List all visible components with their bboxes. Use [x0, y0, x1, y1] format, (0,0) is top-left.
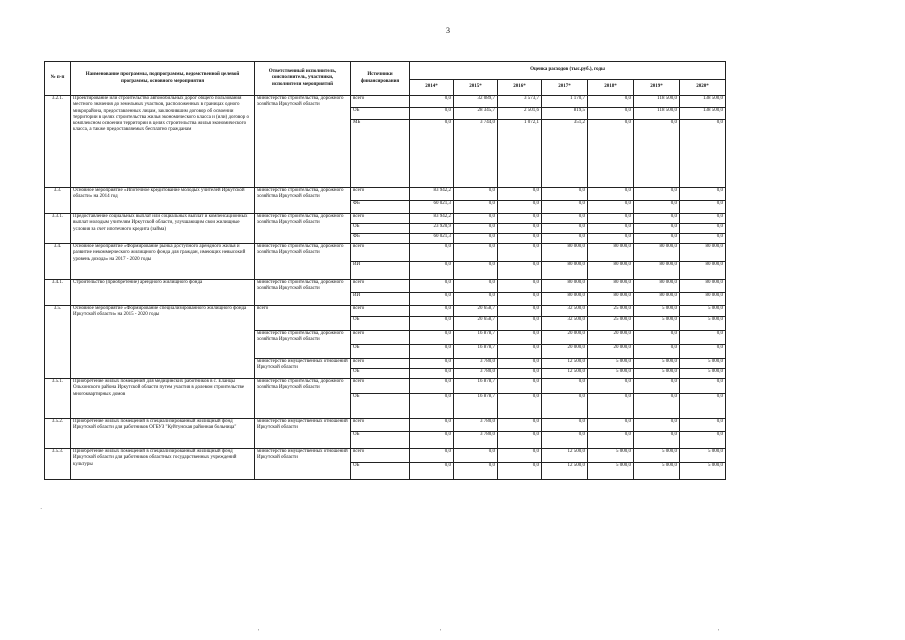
- row-value: 0,0: [542, 432, 588, 449]
- row-source: ОБ: [351, 345, 410, 359]
- table-row: [45, 419, 726, 432]
- row-value: 80 000,0: [588, 244, 634, 262]
- row-value: 12 500,0: [542, 369, 588, 379]
- row-value: 0,0: [454, 449, 498, 463]
- row-value: 25 000,0: [588, 317, 634, 331]
- row-value: 0,0: [498, 317, 542, 331]
- row-value: 20 658,7: [454, 317, 498, 331]
- row-value: 80 000,0: [634, 244, 680, 262]
- row-value: 0,0: [498, 369, 542, 379]
- row-number: 3.4.1.: [45, 280, 71, 306]
- row-value: 5 000,0: [634, 369, 680, 379]
- row-value: 0,0: [542, 419, 588, 432]
- row-name: Приобретение жилых помещений в специализированный жилищный фонд Иркутской области для работников ОГБУЗ "Куйтунская районная больница": [71, 419, 255, 449]
- row-value: 0,0: [454, 262, 498, 280]
- row-value: 3 780,0: [454, 359, 498, 369]
- header-num: № п-п: [45, 62, 71, 96]
- row-value: 80 000,0: [680, 280, 726, 293]
- row-source: ФБ: [351, 201, 410, 214]
- row-value: 23 920,9: [410, 224, 454, 234]
- row-source: всего: [351, 331, 410, 345]
- row-value: 0,0: [634, 331, 680, 345]
- table-row: [45, 449, 726, 463]
- row-value: 0,0: [410, 96, 454, 108]
- row-value: 0,0: [588, 379, 634, 394]
- header-year: 2014*: [410, 80, 454, 96]
- row-source: ОБ: [351, 317, 410, 331]
- header-year: 2020*: [680, 80, 726, 96]
- row-value: 5 000,0: [588, 359, 634, 369]
- row-executor: министерство строительства, дорожного хозяйства Иркутской области: [255, 331, 351, 359]
- row-source: всего: [351, 96, 410, 108]
- table-row: [45, 214, 726, 224]
- row-source: всего: [351, 379, 410, 394]
- row-executor: министерство строительства, дорожного хозяйства Иркутской области: [255, 188, 351, 214]
- row-value: 60 021,3: [410, 201, 454, 214]
- row-value: 0,0: [680, 234, 726, 244]
- row-value: 60 021,3: [410, 234, 454, 244]
- row-value: 5 000,0: [634, 463, 680, 480]
- row-value: 20 658,7: [454, 306, 498, 317]
- row-source: ИИ: [351, 262, 410, 280]
- row-value: 0,0: [634, 214, 680, 224]
- row-value: 0,0: [588, 96, 634, 108]
- row-value: 0,0: [588, 188, 634, 201]
- row-value: 5 000,0: [634, 317, 680, 331]
- row-value: 3 780,0: [454, 369, 498, 379]
- row-value: 5 000,0: [680, 306, 726, 317]
- row-value: 0,0: [498, 419, 542, 432]
- row-value: 118 500,0: [634, 108, 680, 120]
- row-value: 0,0: [410, 345, 454, 359]
- row-number: 3.5.2.: [45, 419, 71, 449]
- table-row: [45, 379, 726, 394]
- scan-speck: ': [440, 628, 442, 636]
- row-value: 0,0: [588, 108, 634, 120]
- row-source: всего: [351, 280, 410, 293]
- row-value: 80 000,0: [634, 293, 680, 306]
- scan-speck: ': [718, 628, 720, 636]
- row-value: 5 000,0: [588, 449, 634, 463]
- row-value: 0,0: [410, 317, 454, 331]
- row-source: МБ: [351, 120, 410, 188]
- row-value: 0,0: [410, 379, 454, 394]
- row-value: 351,2: [542, 120, 588, 188]
- header-year: 2017*: [542, 80, 588, 96]
- header-estimate: Оценка расходов (тыс.руб.), годы: [410, 62, 726, 80]
- row-value: 20 000,0: [542, 331, 588, 345]
- row-value: 0,0: [410, 280, 454, 293]
- row-value: 0,0: [634, 379, 680, 394]
- row-value: 0,0: [410, 293, 454, 306]
- row-value: 0,0: [680, 201, 726, 214]
- row-value: 0,0: [498, 331, 542, 345]
- row-value: 3 780,0: [454, 419, 498, 432]
- row-value: 80 000,0: [588, 262, 634, 280]
- row-value: 0,0: [634, 120, 680, 188]
- row-value: 0,0: [588, 120, 634, 188]
- row-value: 83 942,2: [410, 188, 454, 201]
- row-value: 80 000,0: [634, 262, 680, 280]
- row-value: 118 500,0: [634, 96, 680, 108]
- row-value: 5 000,0: [588, 369, 634, 379]
- row-source: всего: [351, 419, 410, 432]
- row-value: 0,0: [410, 306, 454, 317]
- row-number: 3.5.3.: [45, 449, 71, 480]
- row-value: 0,0: [680, 188, 726, 201]
- row-value: 0,0: [498, 244, 542, 262]
- scan-speck: ': [258, 628, 260, 636]
- row-value: 1 170,7: [542, 96, 588, 108]
- row-value: 5 000,0: [680, 449, 726, 463]
- budget-table: [44, 61, 726, 480]
- row-value: 12 500,0: [542, 359, 588, 369]
- row-value: 5 000,0: [680, 359, 726, 369]
- row-value: 0,0: [588, 214, 634, 224]
- row-value: 0,0: [680, 432, 726, 449]
- row-value: 0,0: [410, 419, 454, 432]
- row-name: Приобретение жилых помещений для медицинских работников в с. Еланцы Ольхонского района Иркутской области путем участия в долевом строительстве многоквартирных домов: [71, 379, 255, 419]
- row-value: 0,0: [498, 224, 542, 234]
- row-value: 3 573,7: [498, 96, 542, 108]
- row-source: всего: [351, 244, 410, 262]
- row-value: 16 878,7: [454, 379, 498, 394]
- header-year: 2015*: [454, 80, 498, 96]
- table-row: [45, 306, 726, 317]
- row-value: 138 500,0: [680, 108, 726, 120]
- row-source: ОБ: [351, 369, 410, 379]
- row-value: 0,0: [680, 224, 726, 234]
- table-row: [45, 96, 726, 108]
- row-value: 0,0: [498, 214, 542, 224]
- row-value: 0,0: [634, 419, 680, 432]
- row-value: 80 000,0: [680, 262, 726, 280]
- row-source: всего: [351, 306, 410, 317]
- row-value: 80 000,0: [542, 293, 588, 306]
- row-name: Основное мероприятие «Формирование специализированного жилищного фонда Иркутской области» на 2015 - 2020 годы: [71, 306, 255, 379]
- row-value: 5 000,0: [680, 463, 726, 480]
- row-source: всего: [351, 359, 410, 369]
- row-name: Строительство (приобретение) арендного жилищного фонда: [71, 280, 255, 306]
- row-value: 0,0: [454, 244, 498, 262]
- row-value: 0,0: [542, 394, 588, 419]
- row-value: 0,0: [542, 379, 588, 394]
- row-value: 12 500,0: [542, 463, 588, 480]
- row-value: 0,0: [454, 214, 498, 224]
- row-value: 0,0: [680, 345, 726, 359]
- row-value: 0,0: [634, 394, 680, 419]
- row-source: ОБ: [351, 108, 410, 120]
- row-name: Проектирование или строительство автомобильных дорог общего пользования местного значения до земельных участков, расположенных в границах одного микрорайона, предоставленных лицам, заключившим договор об освоении территории в целях строительства жилья экономического класса и (или) договор о комплексном освоении территории в целях строительства жилья экономического класса, а также предоставляемых бесплатно гражданам: [71, 96, 255, 188]
- row-value: 0,0: [634, 224, 680, 234]
- row-executor: всего: [255, 306, 351, 331]
- row-value: 0,0: [498, 188, 542, 201]
- row-value: 0,0: [498, 345, 542, 359]
- row-value: 0,0: [498, 449, 542, 463]
- row-value: 0,0: [498, 394, 542, 419]
- row-value: 0,0: [410, 108, 454, 120]
- row-value: 1 072,1: [498, 120, 542, 188]
- row-number: 3.2.1.: [45, 96, 71, 188]
- row-name: Приобретение жилых помещений в специализированный жилищный фонд Иркутской области для работников областных государственных учреждений культуры: [71, 449, 255, 480]
- row-executor: министерство имущественных отношений Иркутской области: [255, 359, 351, 379]
- row-value: 0,0: [680, 214, 726, 224]
- row-value: 5 000,0: [634, 449, 680, 463]
- row-value: 5 000,0: [634, 306, 680, 317]
- row-value: 2 501,6: [498, 108, 542, 120]
- row-value: 0,0: [680, 394, 726, 419]
- row-source: ОБ: [351, 432, 410, 449]
- row-value: 0,0: [410, 463, 454, 480]
- row-source: ОБ: [351, 463, 410, 480]
- row-value: 0,0: [588, 201, 634, 214]
- header-name: Наименование программы, подпрограммы, ведомственной целевой программы, основного мероприятия: [71, 62, 255, 96]
- row-value: 0,0: [454, 234, 498, 244]
- row-source: всего: [351, 449, 410, 463]
- row-value: 0,0: [498, 234, 542, 244]
- row-value: 32 089,7: [454, 96, 498, 108]
- row-number: 3.5.1.: [45, 379, 71, 419]
- row-value: 0,0: [410, 359, 454, 369]
- row-value: 80 000,0: [542, 262, 588, 280]
- row-number: 3.3.1.: [45, 214, 71, 244]
- row-value: 0,0: [680, 419, 726, 432]
- row-executor: министерство строительства, дорожного хозяйства Иркутской области: [255, 244, 351, 280]
- row-source: ИИ: [351, 293, 410, 306]
- row-value: 3 780,0: [454, 432, 498, 449]
- row-value: 0,0: [680, 331, 726, 345]
- header-exec: Ответственный исполнитель, соисполнитель, участники, исполнители мероприятий: [255, 62, 351, 96]
- row-executor: министерство строительства, дорожного хозяйства Иркутской области: [255, 96, 351, 188]
- row-source: всего: [351, 188, 410, 201]
- row-value: 0,0: [498, 463, 542, 480]
- row-value: 0,0: [542, 224, 588, 234]
- row-executor: министерство имущественных отношений Иркутской области: [255, 419, 351, 449]
- header-year: 2016*: [498, 80, 542, 96]
- row-value: 5 000,0: [680, 369, 726, 379]
- row-value: 0,0: [410, 449, 454, 463]
- row-source: ОБ: [351, 394, 410, 419]
- row-source: ОБ: [351, 224, 410, 234]
- row-value: 0,0: [498, 201, 542, 214]
- row-value: 0,0: [588, 419, 634, 432]
- row-executor: министерство имущественных отношений Иркутской области: [255, 449, 351, 480]
- row-value: 0,0: [410, 432, 454, 449]
- row-value: 32 500,0: [542, 317, 588, 331]
- row-value: 0,0: [588, 394, 634, 419]
- row-value: 0,0: [498, 280, 542, 293]
- row-value: 0,0: [410, 394, 454, 419]
- row-value: 20 000,0: [588, 345, 634, 359]
- row-value: 80 000,0: [542, 280, 588, 293]
- row-value: 80 000,0: [588, 280, 634, 293]
- row-value: 0,0: [542, 234, 588, 244]
- table-row: [45, 188, 726, 201]
- row-number: 3.4.: [45, 244, 71, 280]
- row-value: 0,0: [542, 188, 588, 201]
- row-value: 80 000,0: [680, 293, 726, 306]
- row-executor: министерство строительства, дорожного хозяйства Иркутской области: [255, 214, 351, 244]
- row-value: 5 000,0: [588, 463, 634, 480]
- row-value: 83 942,2: [410, 214, 454, 224]
- row-value: 138 500,0: [680, 96, 726, 108]
- row-source: ФБ: [351, 234, 410, 244]
- row-value: 16 878,7: [454, 331, 498, 345]
- row-value: 20 000,0: [542, 345, 588, 359]
- row-value: 0,0: [542, 214, 588, 224]
- row-value: 0,0: [634, 201, 680, 214]
- row-value: 0,0: [454, 224, 498, 234]
- row-source: всего: [351, 214, 410, 224]
- table-row: [45, 244, 726, 262]
- row-name: Основное мероприятие «Формирование рынка доступного арендного жилья и развитие некоммерческого жилищного фонда для граждан, имеющих невысокий уровень дохода» на 2017 - 2020 годы: [71, 244, 255, 280]
- row-value: 28 345,7: [454, 108, 498, 120]
- row-executor: министерство строительства, дорожного хозяйства Иркутской области: [255, 379, 351, 419]
- row-value: 0,0: [588, 432, 634, 449]
- header-year: 2018*: [588, 80, 634, 96]
- row-value: 32 500,0: [542, 306, 588, 317]
- row-value: 0,0: [634, 432, 680, 449]
- row-name: Основное мероприятие «Ипотечное кредитование молодых учителей Иркутской области» на 2014 год: [71, 188, 255, 214]
- row-value: 20 000,0: [588, 331, 634, 345]
- row-value: 0,0: [410, 120, 454, 188]
- row-value: 0,0: [454, 201, 498, 214]
- row-value: 0,0: [454, 188, 498, 201]
- budget-table-body: [45, 96, 726, 480]
- row-value: 25 000,0: [588, 306, 634, 317]
- row-value: 16 878,7: [454, 345, 498, 359]
- row-value: 0,0: [454, 280, 498, 293]
- row-value: 0,0: [634, 234, 680, 244]
- row-value: 0,0: [498, 293, 542, 306]
- row-value: 0,0: [498, 306, 542, 317]
- row-value: 3 744,0: [454, 120, 498, 188]
- scan-speck: ·: [40, 505, 43, 513]
- row-value: 80 000,0: [680, 244, 726, 262]
- row-value: 0,0: [634, 345, 680, 359]
- row-value: 0,0: [588, 224, 634, 234]
- row-value: 0,0: [410, 262, 454, 280]
- page-number: 3: [446, 26, 450, 35]
- header-year: 2019*: [634, 80, 680, 96]
- row-value: 16 878,7: [454, 394, 498, 419]
- row-value: 0,0: [498, 432, 542, 449]
- row-value: 12 500,0: [542, 449, 588, 463]
- row-value: 5 000,0: [680, 317, 726, 331]
- row-number: 3.3.: [45, 188, 71, 214]
- row-value: 0,0: [454, 463, 498, 480]
- row-value: 0,0: [410, 244, 454, 262]
- row-value: 0,0: [498, 379, 542, 394]
- row-executor: министерство строительства, дорожного хозяйства Иркутской области: [255, 280, 351, 306]
- row-value: 0,0: [410, 331, 454, 345]
- row-value: 0,0: [680, 120, 726, 188]
- row-value: 0,0: [680, 379, 726, 394]
- row-value: 80 000,0: [542, 244, 588, 262]
- row-value: 0,0: [498, 262, 542, 280]
- row-value: 80 000,0: [634, 280, 680, 293]
- row-value: 0,0: [542, 201, 588, 214]
- row-value: 0,0: [410, 369, 454, 379]
- row-value: 819,5: [542, 108, 588, 120]
- row-value: 0,0: [634, 188, 680, 201]
- row-name: Предоставление социальных выплат или социальных выплат и компенсационных выплат молодым учителям Иркутской области, улучшающим свои жилищные условия за счет ипотечного кредита (займа): [71, 214, 255, 244]
- table-row: [45, 280, 726, 293]
- row-value: 80 000,0: [588, 293, 634, 306]
- row-value: 0,0: [498, 359, 542, 369]
- row-value: 0,0: [588, 234, 634, 244]
- row-value: 5 000,0: [634, 359, 680, 369]
- header-source: Источники финансирования: [351, 62, 410, 96]
- row-number: 3.5.: [45, 306, 71, 379]
- row-value: 0,0: [454, 293, 498, 306]
